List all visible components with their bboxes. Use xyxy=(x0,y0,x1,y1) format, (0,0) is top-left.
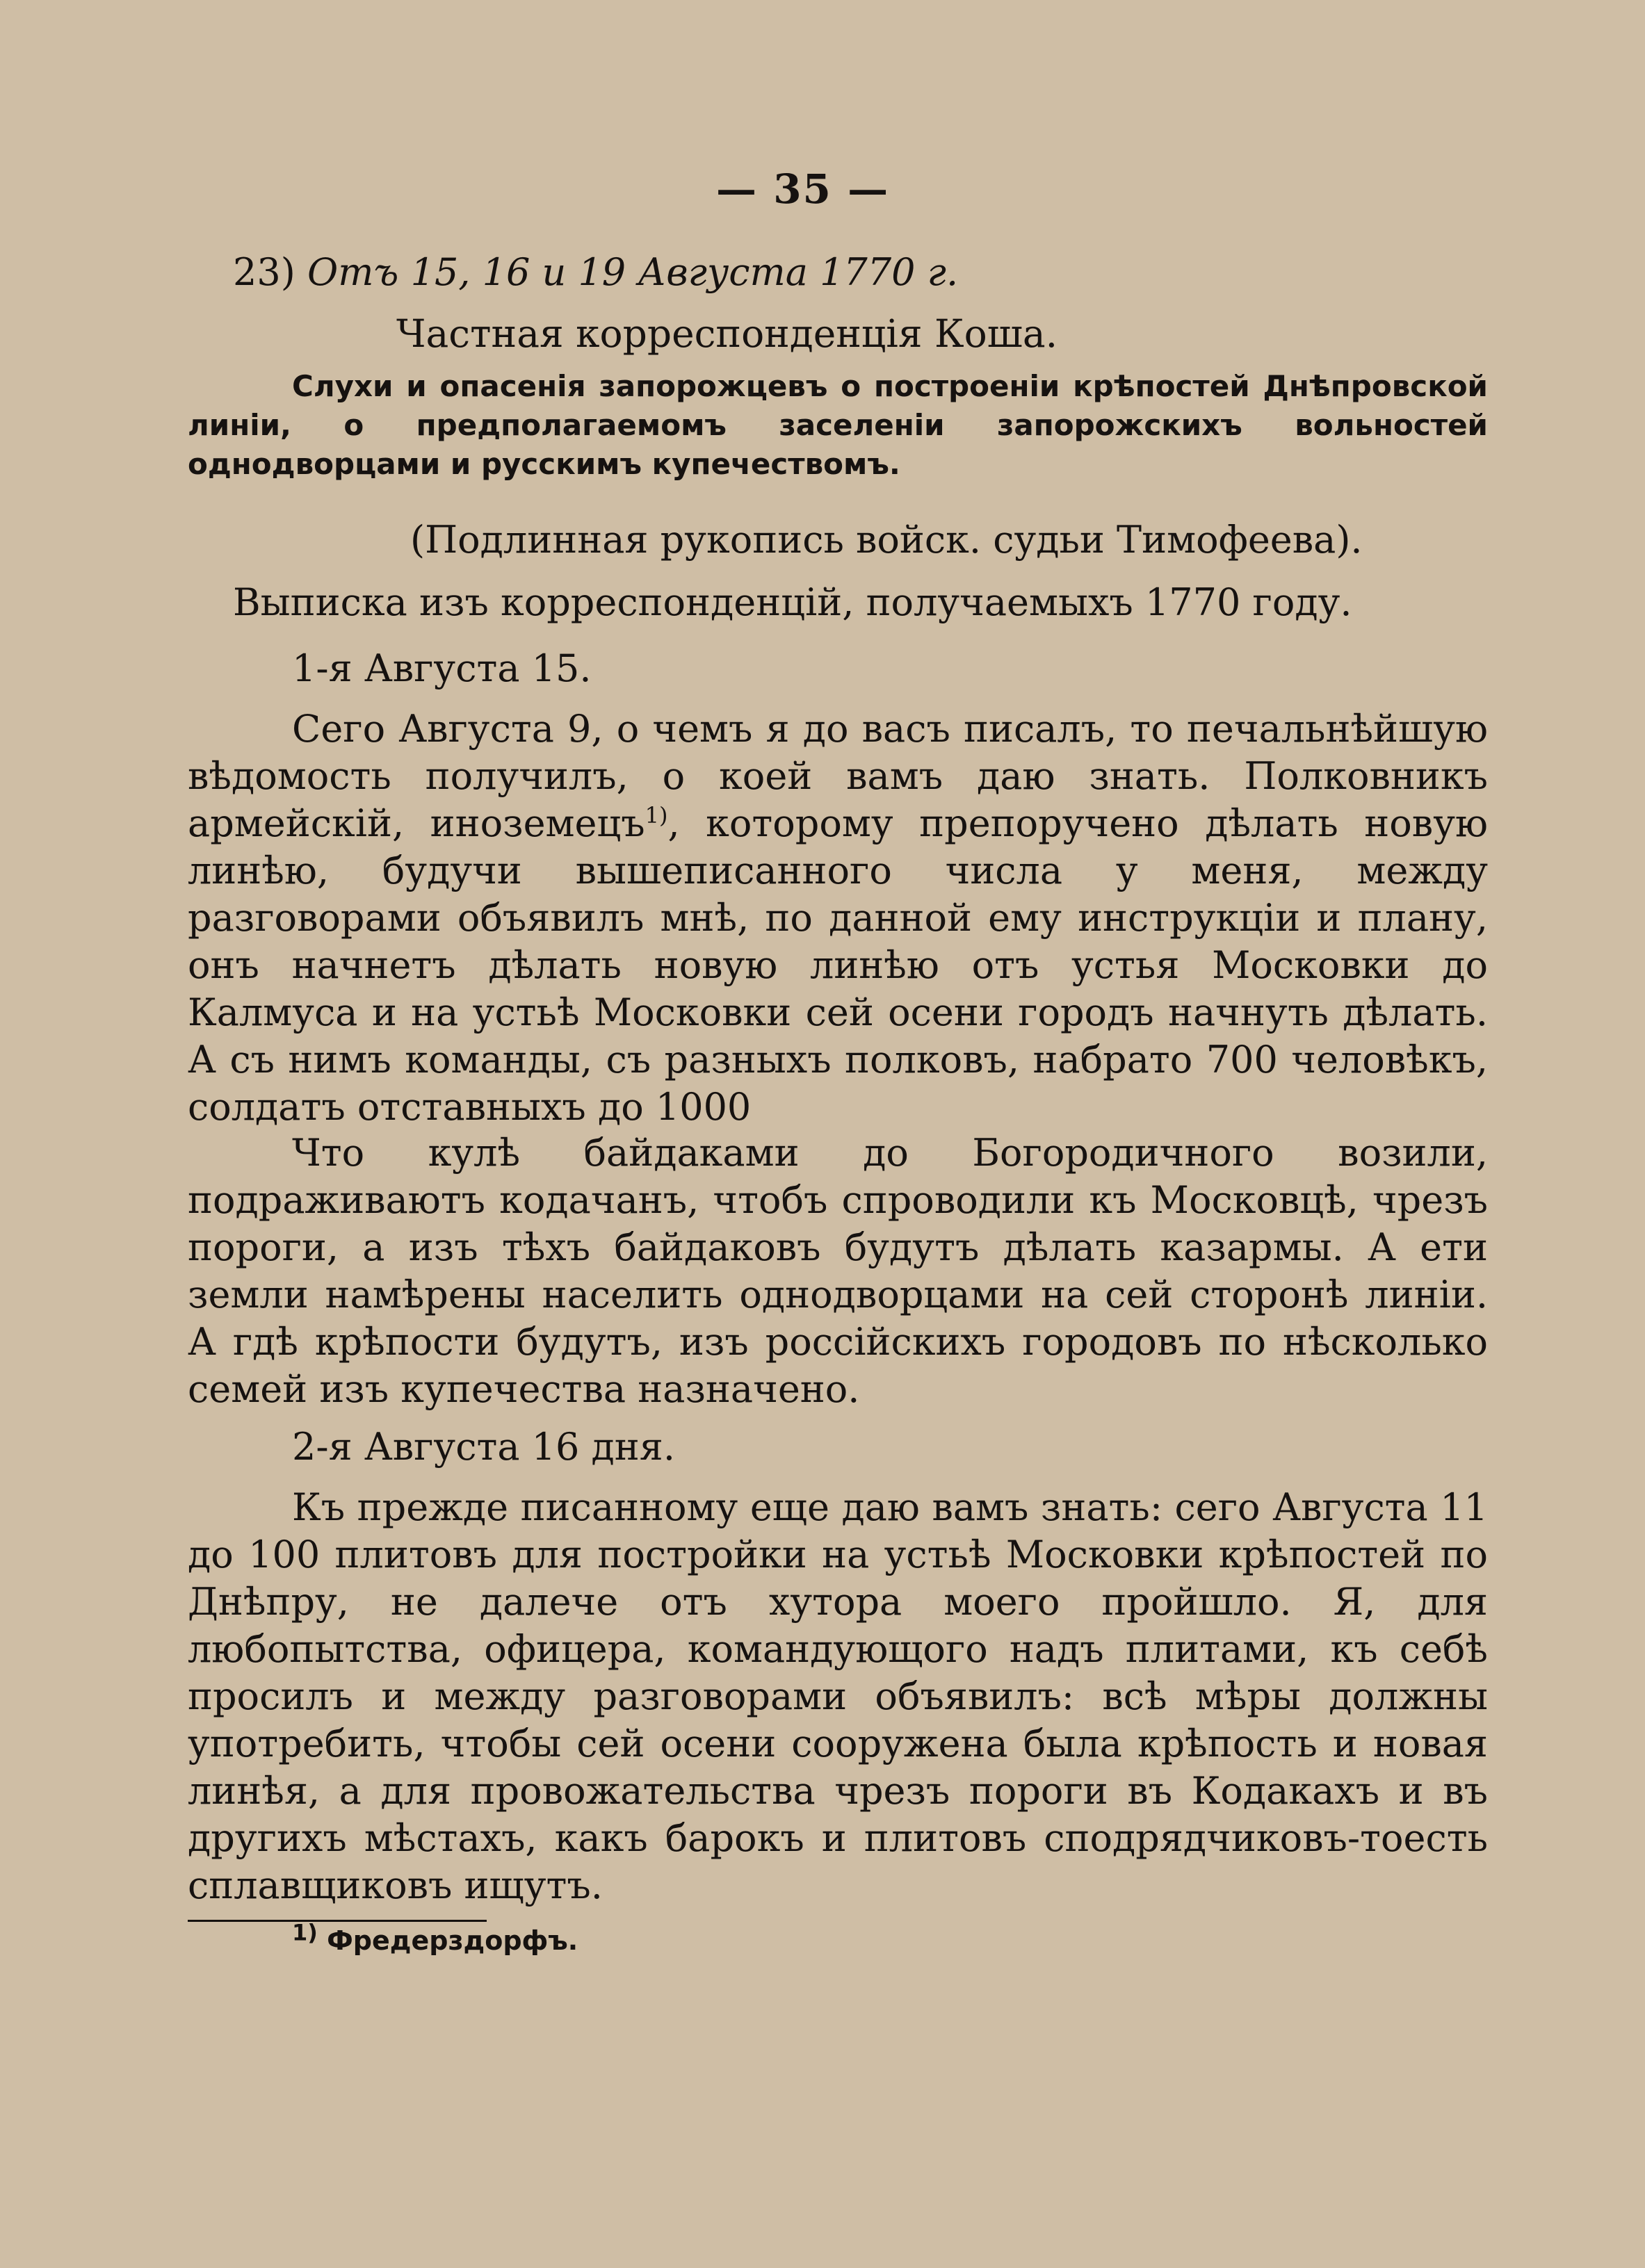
paragraph-text: Сего Августа 9, о чемъ я до васъ писалъ, то печальнѣйшую вѣдомость получилъ, о коей вамъ даю знать. Полковникъ армейскій, иноземецъ xyxy=(188,707,1488,845)
entry-date: 1-я Августа 15. xyxy=(292,646,592,690)
entry-paragraph: Что кулѣ байдаками до Богородичного возили, подраживаютъ кодачанъ, чтобъ спроводили къ Московцѣ, чрезъ пороги, а изъ тѣхъ байдаковъ будутъ дѣлать казармы. А ети земли намѣрены населить однодворцами на сей сторонѣ линіи. А гдѣ крѣпости будутъ, изъ россійскихъ городовъ по нѣсколько семей изъ купечества назначено. xyxy=(188,1131,1488,1411)
entry-paragraph: Къ прежде писанному еще даю вамъ знать: сего Августа 11 до 100 плитовъ для постройки на устьѣ Московки крѣпостей по Днѣпру, не далече отъ хутора моего пройшло. Я, для любопытства, офицера, командующого надъ плитами, къ себѣ просилъ и между разговорами объявилъ: всѣ мѣры должны употребить, чтобы сей осени сооружена была крѣпость и новая линѣя, а для провожательства чрезъ пороги въ Кодакахъ и въ другихъ мѣстахъ, какъ барокъ и плитовъ сподрядчиковъ-тоесть сплавщиковъ ищутъ. xyxy=(188,1485,1488,1907)
document-date: Отъ 15, 16 и 19 Августа 1770 г. xyxy=(307,250,959,294)
footnote-reference: 1) xyxy=(645,802,668,829)
document-summary: Слухи и опасенія запорожцевъ о построеніи крѣпостей Днѣпровской линіи, о предполагаемомъ заселеніи запорожскихъ вольностей однодворцами и русскимъ купечествомъ. xyxy=(188,369,1488,481)
paragraph-text: , которому препоручено дѣлать новую линѣю, будучи вышеписанного числа у меня, между разговорами объявилъ мнѣ, по данной ему инструкціи и плану, онъ начнетъ дѣлать новую линѣю отъ устья Московки до Калмуса и на устьѣ Московки сей осени городъ начнуть дѣлать. А съ нимъ команды, съ разныхъ полковъ, набрато 700 человѣкъ, солдатъ отставныхъ до 1000 xyxy=(188,801,1488,1129)
entry-paragraph xyxy=(188,705,1488,1131)
document-heading xyxy=(233,250,958,294)
footnote-text: Фредерздорфъ. xyxy=(327,1925,578,1956)
document-subtitle: Частная корреспонденція Коша. xyxy=(396,311,1058,356)
document-number: 23) xyxy=(233,250,295,294)
footnote-mark: 1) xyxy=(292,1919,318,1946)
page-number: — 35 — xyxy=(716,165,890,213)
footnote xyxy=(292,1919,578,1956)
entry-date: 2-я Августа 16 дня. xyxy=(292,1425,676,1469)
document-source: (Подлинная рукопись войск. судьи Тимофеева). xyxy=(410,518,1363,562)
footnote-divider xyxy=(188,1920,487,1922)
extract-title: Выписка изъ корреспонденцій, получаемыхъ 1770 году. xyxy=(233,580,1352,624)
